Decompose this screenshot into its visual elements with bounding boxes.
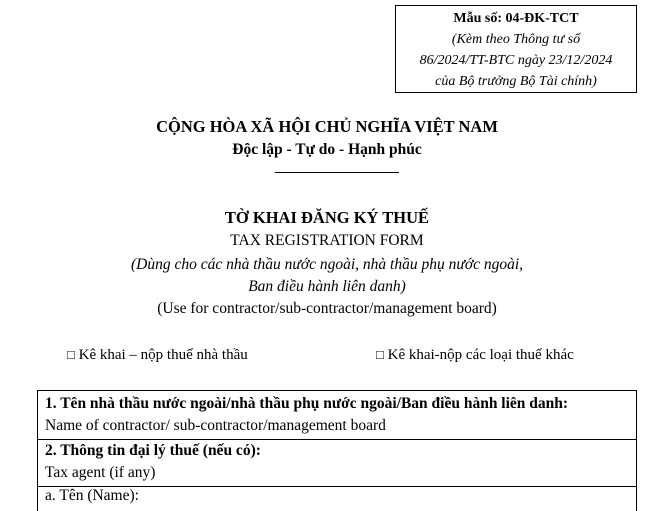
checkbox-icon[interactable]: □ — [67, 347, 75, 362]
row2-subtitle: Tax agent (if any) — [45, 464, 156, 481]
form-note-line2: 86/2024/TT-BTC ngày 23/12/2024 — [419, 53, 613, 68]
form-note-line3: của Bộ trưởng Bộ Tài chính) — [435, 74, 597, 89]
motto-underline — [275, 172, 399, 173]
national-motto: Độc lập - Tự do - Hạnh phúc — [232, 141, 422, 158]
row1-subtitle: Name of contractor/ sub-contractor/management board — [45, 417, 386, 434]
option-other-taxes[interactable] — [376, 347, 574, 364]
form-title-en: TAX REGISTRATION FORM — [230, 232, 424, 249]
country-name: CỘNG HÒA XÃ HỘI CHỦ NGHĨA VIỆT NAM — [156, 117, 498, 136]
usage-note-vi-line2: Ban điều hành liên danh) — [248, 278, 406, 295]
option-other-taxes-label: Kê khai-nộp các loại thuế khác — [387, 347, 574, 363]
option-contractor-tax[interactable] — [67, 347, 248, 364]
row3-partial: a. Tên (Name): — [45, 487, 139, 504]
row1-title: 1. Tên nhà thầu nước ngoài/nhà thầu phụ nước ngoài/Ban điều hành liên danh: — [45, 395, 569, 412]
form-title-vi: TỜ KHAI ĐĂNG KÝ THUẾ — [224, 208, 430, 227]
option-contractor-tax-label: Kê khai – nộp thuế nhà thầu — [78, 347, 248, 363]
form-code-box — [395, 5, 637, 93]
row-divider — [38, 439, 636, 440]
checkbox-icon[interactable]: □ — [376, 347, 384, 362]
usage-note-en: (Use for contractor/sub-contractor/management board) — [157, 300, 497, 317]
usage-note-vi-line1: (Dùng cho các nhà thầu nước ngoài, nhà thầu phụ nước ngoài, — [130, 256, 524, 273]
form-code: Mẫu số: 04-ĐK-TCT — [453, 11, 579, 26]
form-note-line1: (Kèm theo Thông tư số — [451, 32, 581, 47]
row2-title: 2. Thông tin đại lý thuế (nếu có): — [45, 442, 261, 459]
